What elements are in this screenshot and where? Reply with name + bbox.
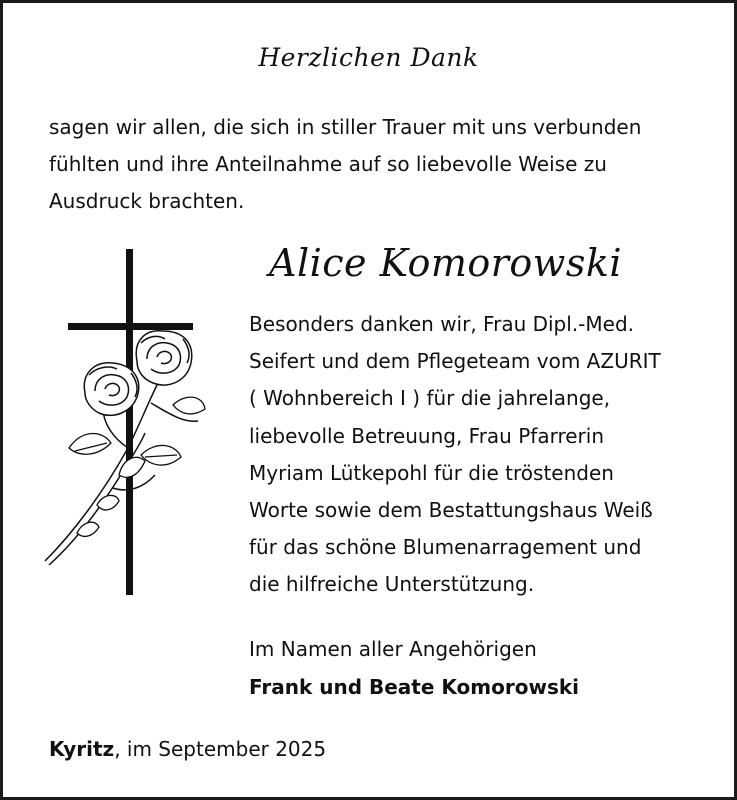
thanks-line: Worte sowie dem Bestattungshaus Weiß — [249, 498, 653, 523]
place-and-date — [49, 731, 326, 768]
thanks-line: für das schöne Blumenarragement und — [249, 535, 642, 560]
notice-heading: Herzlichen Dank — [258, 43, 479, 72]
intro-paragraph — [49, 109, 699, 220]
thanks-paragraph — [249, 306, 719, 604]
thanks-line: die hilfreiche Unterstützung. — [249, 572, 535, 597]
thanks-line: Besonders danken wir, Frau Dipl.-Med. — [249, 312, 634, 336]
signers: Frank und Beate Komorowski — [249, 675, 579, 699]
thanks-line: ( Wohnbereich I ) für die jahrelange, — [249, 386, 611, 411]
thanks-line: liebevolle Betreuung, Frau Pfarrerin — [249, 423, 604, 448]
deceased-name: Alice Komorowski — [269, 241, 623, 285]
intro-line: sagen wir allen, die sich in stiller Trauer mit uns verbunden — [49, 115, 642, 139]
on-behalf-line: Im Namen aller Angehörigen — [249, 637, 537, 661]
intro-line: Ausdruck brachten. — [49, 189, 245, 213]
intro-line: fühlten und ihre Anteilnahme auf so liebevolle Weise zu — [49, 152, 607, 176]
thanks-line: Myriam Lütkepohl für die tröstenden — [249, 460, 614, 485]
cross-with-roses-icon — [33, 243, 223, 603]
place-city: Kyritz — [49, 737, 115, 761]
place-date: , im September 2025 — [114, 737, 327, 761]
thanks-line: Seifert und dem Pflegeteam vom AZURIT — [249, 349, 661, 374]
